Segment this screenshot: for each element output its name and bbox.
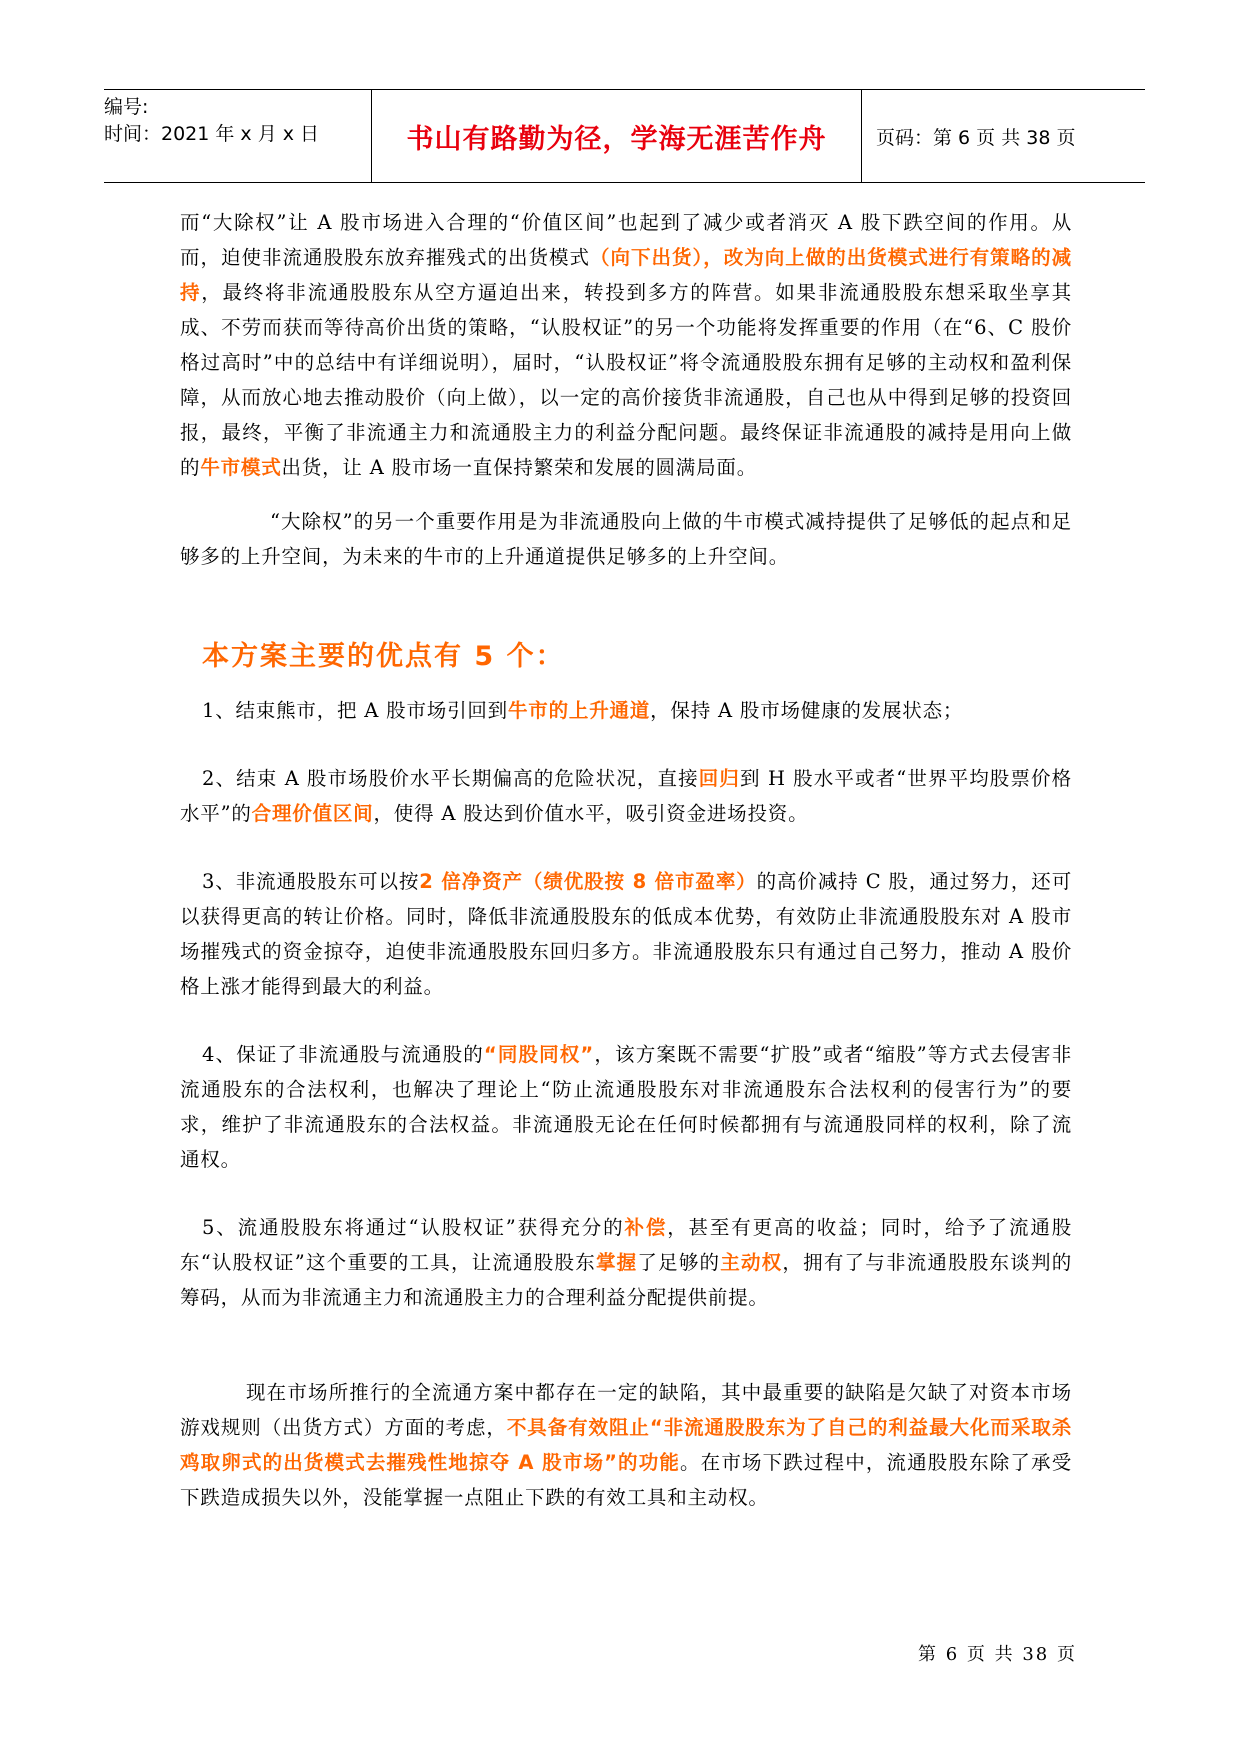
header-table: [104, 89, 1145, 183]
highlight-text: 合理价值区间: [251, 802, 374, 825]
paragraph-2: “大除权”的另一个重要作用是为非流通股向上做的牛市模式减持提供了足够低的起点和足够多的上升空间，为未来的牛市的上升通道提供足够多的上升空间。: [180, 510, 1072, 568]
paragraph-1: [180, 205, 1072, 485]
list-item: [180, 1210, 1072, 1315]
list-item: [180, 864, 1072, 1004]
item-text: 3、非流通股股东可以按: [202, 870, 420, 893]
header-motto-cell: [371, 90, 862, 182]
highlight-text: 牛市的上升通道: [508, 699, 651, 722]
document-time-label: 时间：2021 年 x 月 x 日: [104, 123, 320, 145]
highlight-text: 回归: [698, 767, 741, 790]
page-number-label: 页码：第 6 页 共 38 页: [876, 126, 1076, 149]
motto-text: 书山有路勤为径，学海无涯苦作舟: [406, 123, 827, 155]
header-info-cell: [104, 90, 371, 182]
paragraph-text: 出货，让 A 股市场一直保持繁荣和发展的圆满局面。: [281, 456, 757, 479]
paragraph-text: 。在市场下跌过程中，流通股股东除了承受下跌造成损失以外，没能掌握一点阻止下跌的有效工具和主动权。: [180, 1451, 1072, 1509]
document-body: [180, 205, 1072, 1515]
list-item: [180, 761, 1072, 831]
highlight-text: （向下出货），改为向上做的出货模式进行有策略的减持: [180, 246, 1072, 304]
item-text: 的高价减持 C 股，通过努力，还可以获得更高的转让价格。同时，降低非流通股股东的低成本优势，有效防止非流通股股东对 A 股市场摧残式的资金掠夺，迫使非流通股股东回归多方。非流通股股东只有通过自己努力，推动 A 股价格上涨才能得到最大的利益。: [180, 870, 1073, 998]
item-text: ，该方案既不需要“扩股”或者“缩股”等方式去侵害非流通股东的合法权利，也解决了理论上“防止流通股股东对非流通股东合法权利的侵害行为”的要求，维护了非流通股东的合法权益。非流通股无论在任何时候都拥有与流通股同样的权利，除了流通权。: [180, 1043, 1072, 1171]
paragraph-3: [180, 1375, 1072, 1515]
highlight-text: 主动权: [720, 1251, 783, 1274]
item-text: ，使得 A 股达到价值水平，吸引资金进场投资。: [373, 802, 809, 825]
item-text: 到 H 股水平或者“世界平均股票价格水平”的: [180, 767, 1072, 825]
item-text: 2、结束 A 股市场股价水平长期偏高的危险状况，直接: [202, 767, 699, 790]
item-text: 5、流通股股东将通过“认股权证”获得充分的: [202, 1216, 625, 1239]
list-item: [180, 693, 1072, 728]
item-text: ，甚至有更高的收益；同时，给予了流通股东“认股权证”这个重要的工具，让流通股股东: [180, 1216, 1072, 1274]
item-text: ，保持 A 股市场健康的发展状态；: [650, 699, 964, 722]
highlight-text: 不具备有效阻止“非流通股股东为了自己的利益最大化而采取杀鸡取卵式的出货模式去摧残性地掠夺 A 股市场”的功能: [180, 1416, 1072, 1474]
highlight-text: 牛市模式: [200, 456, 282, 479]
header-page-cell: [862, 90, 1145, 182]
item-text: ，拥有了与非流通股股东谈判的筹码，从而为非流通主力和流通股主力的合理利益分配提供前提。: [180, 1251, 1072, 1309]
list-item: [180, 1037, 1072, 1177]
document-number-label: 编号:: [104, 96, 149, 118]
page-footer: 第 6 页 共 38 页: [918, 1644, 1077, 1665]
advantages-list: [180, 693, 1072, 1315]
item-text: 1、结束熊市，把 A 股市场引回到: [202, 699, 508, 722]
item-text: 了足够的: [637, 1251, 721, 1274]
highlight-text: 掌握: [595, 1251, 638, 1274]
paragraph-text: 现在市场所推行的全流通方案中都存在一定的缺陷，其中最重要的缺陷是欠缺了对资本市场游戏规则（出货方式）方面的考虑，: [180, 1381, 1072, 1439]
highlight-text: 补偿: [624, 1216, 668, 1239]
highlight-text: 2 倍净资产（绩优股按 8 倍市盈率）: [419, 870, 757, 893]
highlight-text: “同股同权”: [483, 1043, 595, 1066]
paragraph-text: 而“大除权”让 A 股市场进入合理的“价值区间”也起到了减少或者消灭 A 股下跌空间的作用。从而，迫使非流通股股东放弃摧残式的出货模式: [180, 211, 1072, 269]
item-text: 4、保证了非流通股与流通股的: [202, 1043, 484, 1066]
section-heading: 本方案主要的优点有 5 个：: [202, 641, 565, 672]
paragraph-text: ，最终将非流通股股东从空方逼迫出来，转投到多方的阵营。如果非流通股股东想采取坐享其成、不劳而获而等待高价出货的策略，“认股权证”的另一个功能将发挥重要的作用（在“6、C 股价格过高时”中的总结中有详细说明），届时，“认股权证”将令流通股股东拥有足够的主动权和盈利保障，从而放心地去推动股价（向上做），以一定的高价接货非流通股，自己也从中得到足够的投资回报，最终，平衡了非流通主力和流通股主力的利益分配问题。最终保证非流通股的减持是用向上做的: [180, 281, 1072, 479]
